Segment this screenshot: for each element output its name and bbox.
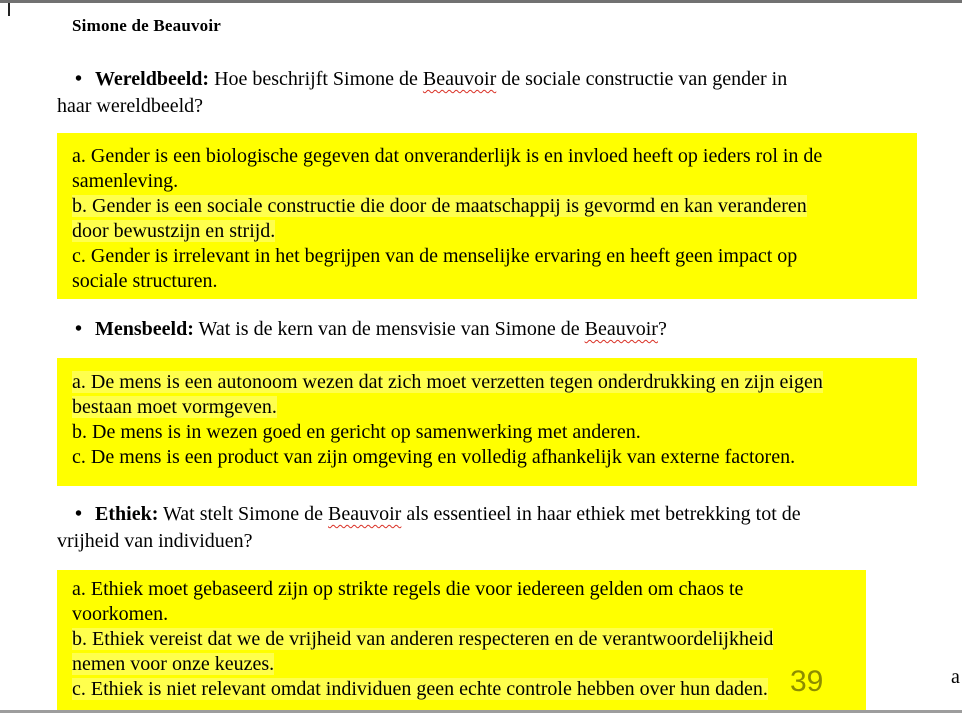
bottom-border-rule (0, 710, 962, 713)
question-mensbeeld (57, 316, 909, 343)
bullet-icon: • (75, 318, 83, 340)
answer-line: b. De mens is in wezen goed en gericht op samenwerking met anderen. (72, 421, 641, 443)
answer-option-c (72, 445, 909, 470)
top-border-rule (0, 0, 962, 3)
question-text: Hoe beschrijft Simone de (209, 68, 423, 90)
answer-line: bestaan moet vormgeven. (72, 396, 277, 418)
question-text-line2: haar wereldbeeld? (57, 95, 204, 117)
answer-option-c (72, 677, 858, 702)
question-text: Wat stelt Simone de (158, 503, 329, 525)
answer-line: b. Ethiek vereist dat we de vrijheid van anderen respecteren en de verantwoordelijkheid (72, 628, 774, 650)
misspelled-word: Beauvoir (328, 503, 402, 525)
answer-line: a. Ethiek moet gebaseerd zijn op strikte regels die voor iedereen gelden om chaos te (72, 578, 744, 600)
answer-line: c. Ethiek is niet relevant omdat individuen geen echte controle hebben over hun daden. (72, 678, 768, 700)
answer-line: nemen voor onze keuzes. (72, 653, 275, 675)
answer-option-b (72, 627, 858, 677)
question-text: ? (657, 318, 667, 340)
answer-block-wereldbeeld (57, 133, 917, 299)
bullet-icon: • (75, 503, 83, 525)
answer-line: door bewustzijn en strijd. (72, 220, 276, 242)
question-ethiek (57, 501, 909, 555)
answer-option-a (72, 144, 909, 194)
answer-line: voorkomen. (72, 603, 169, 625)
answer-line: b. Gender is een sociale constructie die door de maatschappij is gevormd en kan veranderen (72, 195, 807, 217)
answer-option-b (72, 194, 909, 244)
clipped-edge-text: a (951, 666, 960, 688)
answer-line: sociale structuren. (72, 270, 218, 292)
question-text: als essentieel in haar ethiek met betrekking tot de (401, 503, 801, 525)
question-text: Wat is de kern van de mensvisie van Simone de (193, 318, 585, 340)
page-title: Simone de Beauvoir (72, 16, 222, 35)
answer-option-a (72, 370, 909, 420)
question-wereldbeeld (57, 66, 909, 120)
slide-page-number: 39 (790, 665, 824, 698)
bullet-icon: • (75, 68, 83, 90)
misspelled-word: Beauvoir (584, 318, 658, 340)
misspelled-word: Beauvoir (422, 68, 497, 90)
answer-line: c. Gender is irrelevant in het begrijpen van de menselijke ervaring en heeft geen impact op (72, 245, 798, 267)
answer-line: samenleving. (72, 170, 179, 192)
answer-option-c (72, 244, 909, 294)
left-border-tick (8, 3, 10, 16)
question-label: Ethiek: (95, 503, 159, 525)
question-label: Wereldbeeld: (95, 68, 210, 90)
question-text: de sociale constructie van gender in (496, 68, 788, 90)
answer-option-a (72, 577, 858, 627)
answer-block-mensbeeld (57, 358, 917, 486)
answer-option-b (72, 420, 909, 445)
question-text-line2: vrijheid van individuen? (57, 530, 253, 552)
answer-line: a. De mens is een autonoom wezen dat zich moet verzetten tegen onderdrukking en zijn eigen (72, 371, 823, 393)
answer-block-ethiek (57, 570, 866, 711)
answer-line: c. De mens is een product van zijn omgeving en volledig afhankelijk van externe factoren. (72, 446, 796, 468)
answer-line: a. Gender is een biologische gegeven dat onveranderlijk is en invloed heeft op ieders rol in de (72, 145, 823, 167)
question-label: Mensbeeld: (95, 318, 194, 340)
